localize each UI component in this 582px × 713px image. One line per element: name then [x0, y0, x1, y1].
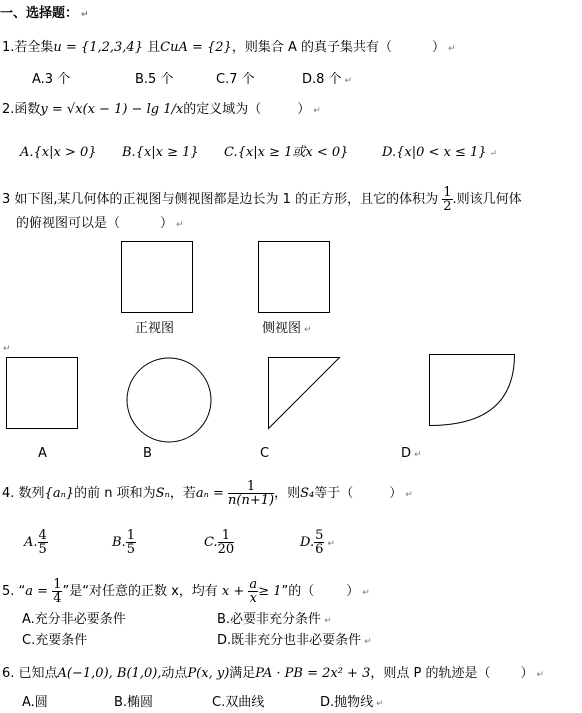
q1-option-a: A.3 个 — [32, 72, 71, 87]
paragraph-mark: ↵ — [3, 344, 11, 354]
q5-a-fraction: $\frac{1}{4}$ — [53, 577, 62, 606]
question-1-stem: 1.若全集u = {1,2,3,4} 且CuA = {2}，则集合 A 的真子集共有（ ） ↵ — [2, 40, 456, 55]
front-view-label: 正视图 — [135, 321, 175, 336]
q2-function-formula: y = √x(x − 1) − lg 1/x — [40, 102, 184, 117]
question-5-stem: 5. “a = $\frac{1}{4}$ ”是“对任意的正数 x，均有 x + $\frac{a}{x}$ ≥ 1”的（ ） ↵ — [2, 577, 370, 606]
choice-b-label: B — [143, 446, 152, 461]
q1-option-c: C.7 个 — [216, 72, 255, 87]
q5-option-a: A.充分非必要条件 — [22, 612, 126, 627]
choice-b-circle-view — [126, 357, 212, 443]
q2-option-b: B.{x|x ≥ 1} — [122, 145, 199, 160]
choice-a-square-view — [6, 357, 78, 429]
question-2-stem: 2.函数y = √x(x − 1) − lg 1/x的定义域为（ ） ↵ — [2, 102, 321, 117]
q6-option-d: D.抛物线 ↵ — [320, 695, 384, 710]
side-view-square — [258, 241, 330, 313]
q5-inequality-fraction: $\frac{a}{x}$ — [249, 577, 258, 606]
front-view-square — [121, 241, 193, 313]
q5-option-b: B.必要非充分条件 ↵ — [217, 612, 332, 627]
choice-c-label: C — [260, 446, 270, 461]
q4-option-a: A. $\frac{4}{5}$ — [24, 528, 47, 557]
q6-option-a: A.圆 — [22, 695, 48, 710]
q2-option-a: A.{x|x > 0} — [20, 145, 97, 160]
q6-option-c: C.双曲线 — [212, 695, 265, 710]
q4-option-b: B. $\frac{1}{5}$ — [112, 528, 135, 557]
question-4-stem: 4. 数列{aₙ}的前 n 项和为Sₙ，若aₙ = $\frac{1}{n(n+1)}$ ，则S₄等于（ ） ↵ — [2, 479, 413, 508]
question-6-stem: 6. 已知点A(−1,0), B(1,0),动点P(x, y)满足PA · PB = 2x² + 3，则点 P 的轨迹是（ ） ↵ — [2, 666, 545, 681]
q2-option-c: C.{x|x ≥ 1或x < 0} — [224, 145, 349, 160]
q3-volume-fraction: $\frac{1}{2}$ — [443, 185, 452, 214]
question-3-stem-line2: 的俯视图可以是（ ） ↵ — [16, 216, 184, 231]
choice-a-label: A — [38, 446, 47, 461]
q4-option-d: D. $\frac{5}{6}$ ↵ — [300, 528, 335, 557]
q2-option-d: D.{x|0 < x ≤ 1} ↵ — [382, 145, 498, 160]
q1-option-b: B.5 个 — [135, 72, 174, 87]
q6-option-b: B.椭圆 — [114, 695, 154, 710]
q4-term-fraction: $\frac{1}{n(n+1)}$ — [228, 479, 275, 508]
q5-option-c: C.充要条件 — [22, 633, 88, 648]
question-3-stem: 3 如下图,某几何体的正视图与侧视图都是边长为 1 的正方形，且它的体积为 $\frac{1}{2}$ .则该几何体 — [2, 185, 522, 214]
choice-d-label: D ↵ — [401, 446, 422, 461]
q4-option-c: C. $\frac{1}{20}$ — [204, 528, 235, 557]
q1-option-d: D.8 个 ↵ — [302, 72, 353, 87]
q5-option-d: D.既非充分也非必要条件 ↵ — [217, 633, 372, 648]
choice-c-triangle-view — [268, 357, 340, 429]
side-view-label: 侧视图 ↵ — [262, 321, 312, 336]
section-title: 一、选择题： ↵ — [0, 6, 89, 21]
choice-d-quarter-view — [429, 354, 515, 426]
q6-vector-equation: PA · PB = 2x² + 3 — [255, 666, 371, 681]
